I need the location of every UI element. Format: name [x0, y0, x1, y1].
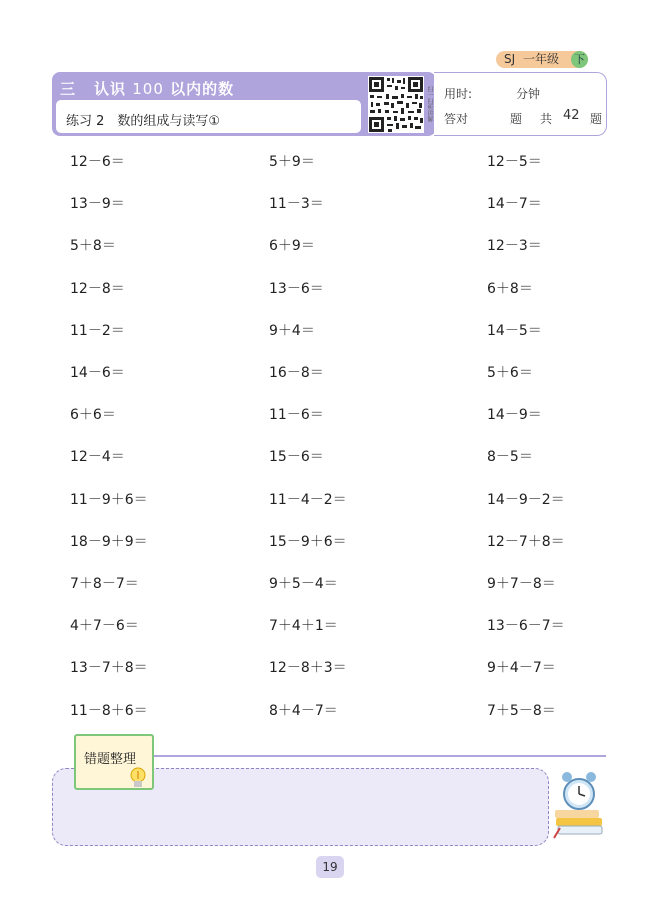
problem-col3-8: 8－5＝	[487, 449, 533, 466]
problem-col2-8: 15－6＝	[269, 449, 324, 466]
problem-col3-14: 7＋5－8＝	[487, 702, 556, 719]
problem-col1-3: 5＋8＝	[70, 238, 116, 255]
problem-col2-14: 8＋4－7＝	[269, 702, 338, 719]
qr-code-icon[interactable]	[368, 76, 424, 133]
problem-col1-7: 6＋6＝	[70, 407, 116, 424]
volume-badge: 下	[571, 51, 588, 68]
unit-title-pre: 认识	[94, 80, 127, 98]
problem-col3-4: 6＋8＝	[487, 280, 533, 297]
correct-label: 答对	[444, 112, 469, 126]
problem-col1-5: 11－2＝	[70, 322, 125, 339]
problem-col2-10: 15－9＋6＝	[269, 533, 347, 550]
problem-col3-13: 9＋4－7＝	[487, 660, 556, 677]
total-unit: 题	[590, 112, 603, 126]
problem-col1-1: 12－6＝	[70, 154, 125, 170]
problem-col2-12: 7＋4＋1＝	[269, 618, 338, 635]
problem-col3-5: 14－5＝	[487, 322, 542, 339]
problem-col2-5: 9＋4＝	[269, 322, 315, 339]
problem-col3-10: 12－7＋8＝	[487, 533, 565, 550]
problem-col2-9: 11－4－2＝	[269, 491, 347, 508]
textbook-code: SJ	[504, 52, 516, 66]
problem-col1-11: 7＋8－7＝	[70, 576, 139, 592]
problem-col2-3: 6＋9＝	[269, 238, 315, 255]
qr-caption: 扫一扫听讲解	[426, 86, 433, 122]
problem-col1-8: 12－4＝	[70, 449, 125, 466]
error-notes-title: 错题整理	[84, 752, 137, 767]
correct-unit: 题	[510, 112, 523, 126]
unit-number: 三	[60, 80, 77, 98]
problem-col3-3: 12－3＝	[487, 238, 542, 255]
problem-col2-13: 12－8＋3＝	[269, 660, 347, 677]
problem-col2-6: 16－8＝	[269, 365, 324, 381]
problem-col3-12: 13－6－7＝	[487, 618, 565, 635]
problem-col3-9: 14－9－2＝	[487, 491, 565, 508]
grade-label: 一年级	[523, 52, 560, 66]
page-number: 19	[316, 856, 344, 878]
unit-title-number: 100	[132, 80, 164, 98]
problem-col2-11: 9＋5－4＝	[269, 576, 338, 592]
problem-col2-7: 11－6＝	[269, 407, 324, 424]
problem-col2-1: 5＋9＝	[269, 154, 315, 170]
problem-col3-6: 5＋6＝	[487, 365, 533, 381]
lightbulb-icon	[128, 766, 148, 792]
grade-tag	[496, 51, 588, 68]
problem-col3-2: 14－7＝	[487, 196, 542, 213]
problem-col3-11: 9＋7－8＝	[487, 576, 556, 592]
problem-col2-4: 13－6＝	[269, 280, 324, 297]
problem-col2-2: 11－3＝	[269, 196, 324, 213]
problem-col1-10: 18－9＋9＝	[70, 533, 148, 550]
problem-col1-9: 11－9＋6＝	[70, 491, 148, 508]
problem-col3-7: 14－9＝	[487, 407, 542, 424]
total-label: 共	[540, 112, 553, 126]
time-unit: 分钟	[516, 87, 541, 101]
problem-col1-12: 4＋7－6＝	[70, 618, 139, 635]
problem-col1-2: 13－9＝	[70, 196, 125, 213]
alarm-clock-books-icon	[552, 768, 608, 840]
divider-line	[152, 755, 606, 757]
problem-col1-13: 13－7＋8＝	[70, 660, 148, 677]
lesson-subtitle: 练习 2 数的组成与读写①	[66, 114, 221, 129]
problem-col1-14: 11－8＋6＝	[70, 702, 148, 719]
total-count: 42	[563, 108, 580, 123]
unit-title-post: 以内的数	[170, 80, 235, 98]
problem-col3-1: 12－5＝	[487, 154, 542, 170]
problem-col1-6: 14－6＝	[70, 365, 125, 381]
problem-col1-4: 12－8＝	[70, 280, 125, 297]
time-label: 用时:	[444, 87, 473, 101]
unit-title	[60, 78, 234, 99]
